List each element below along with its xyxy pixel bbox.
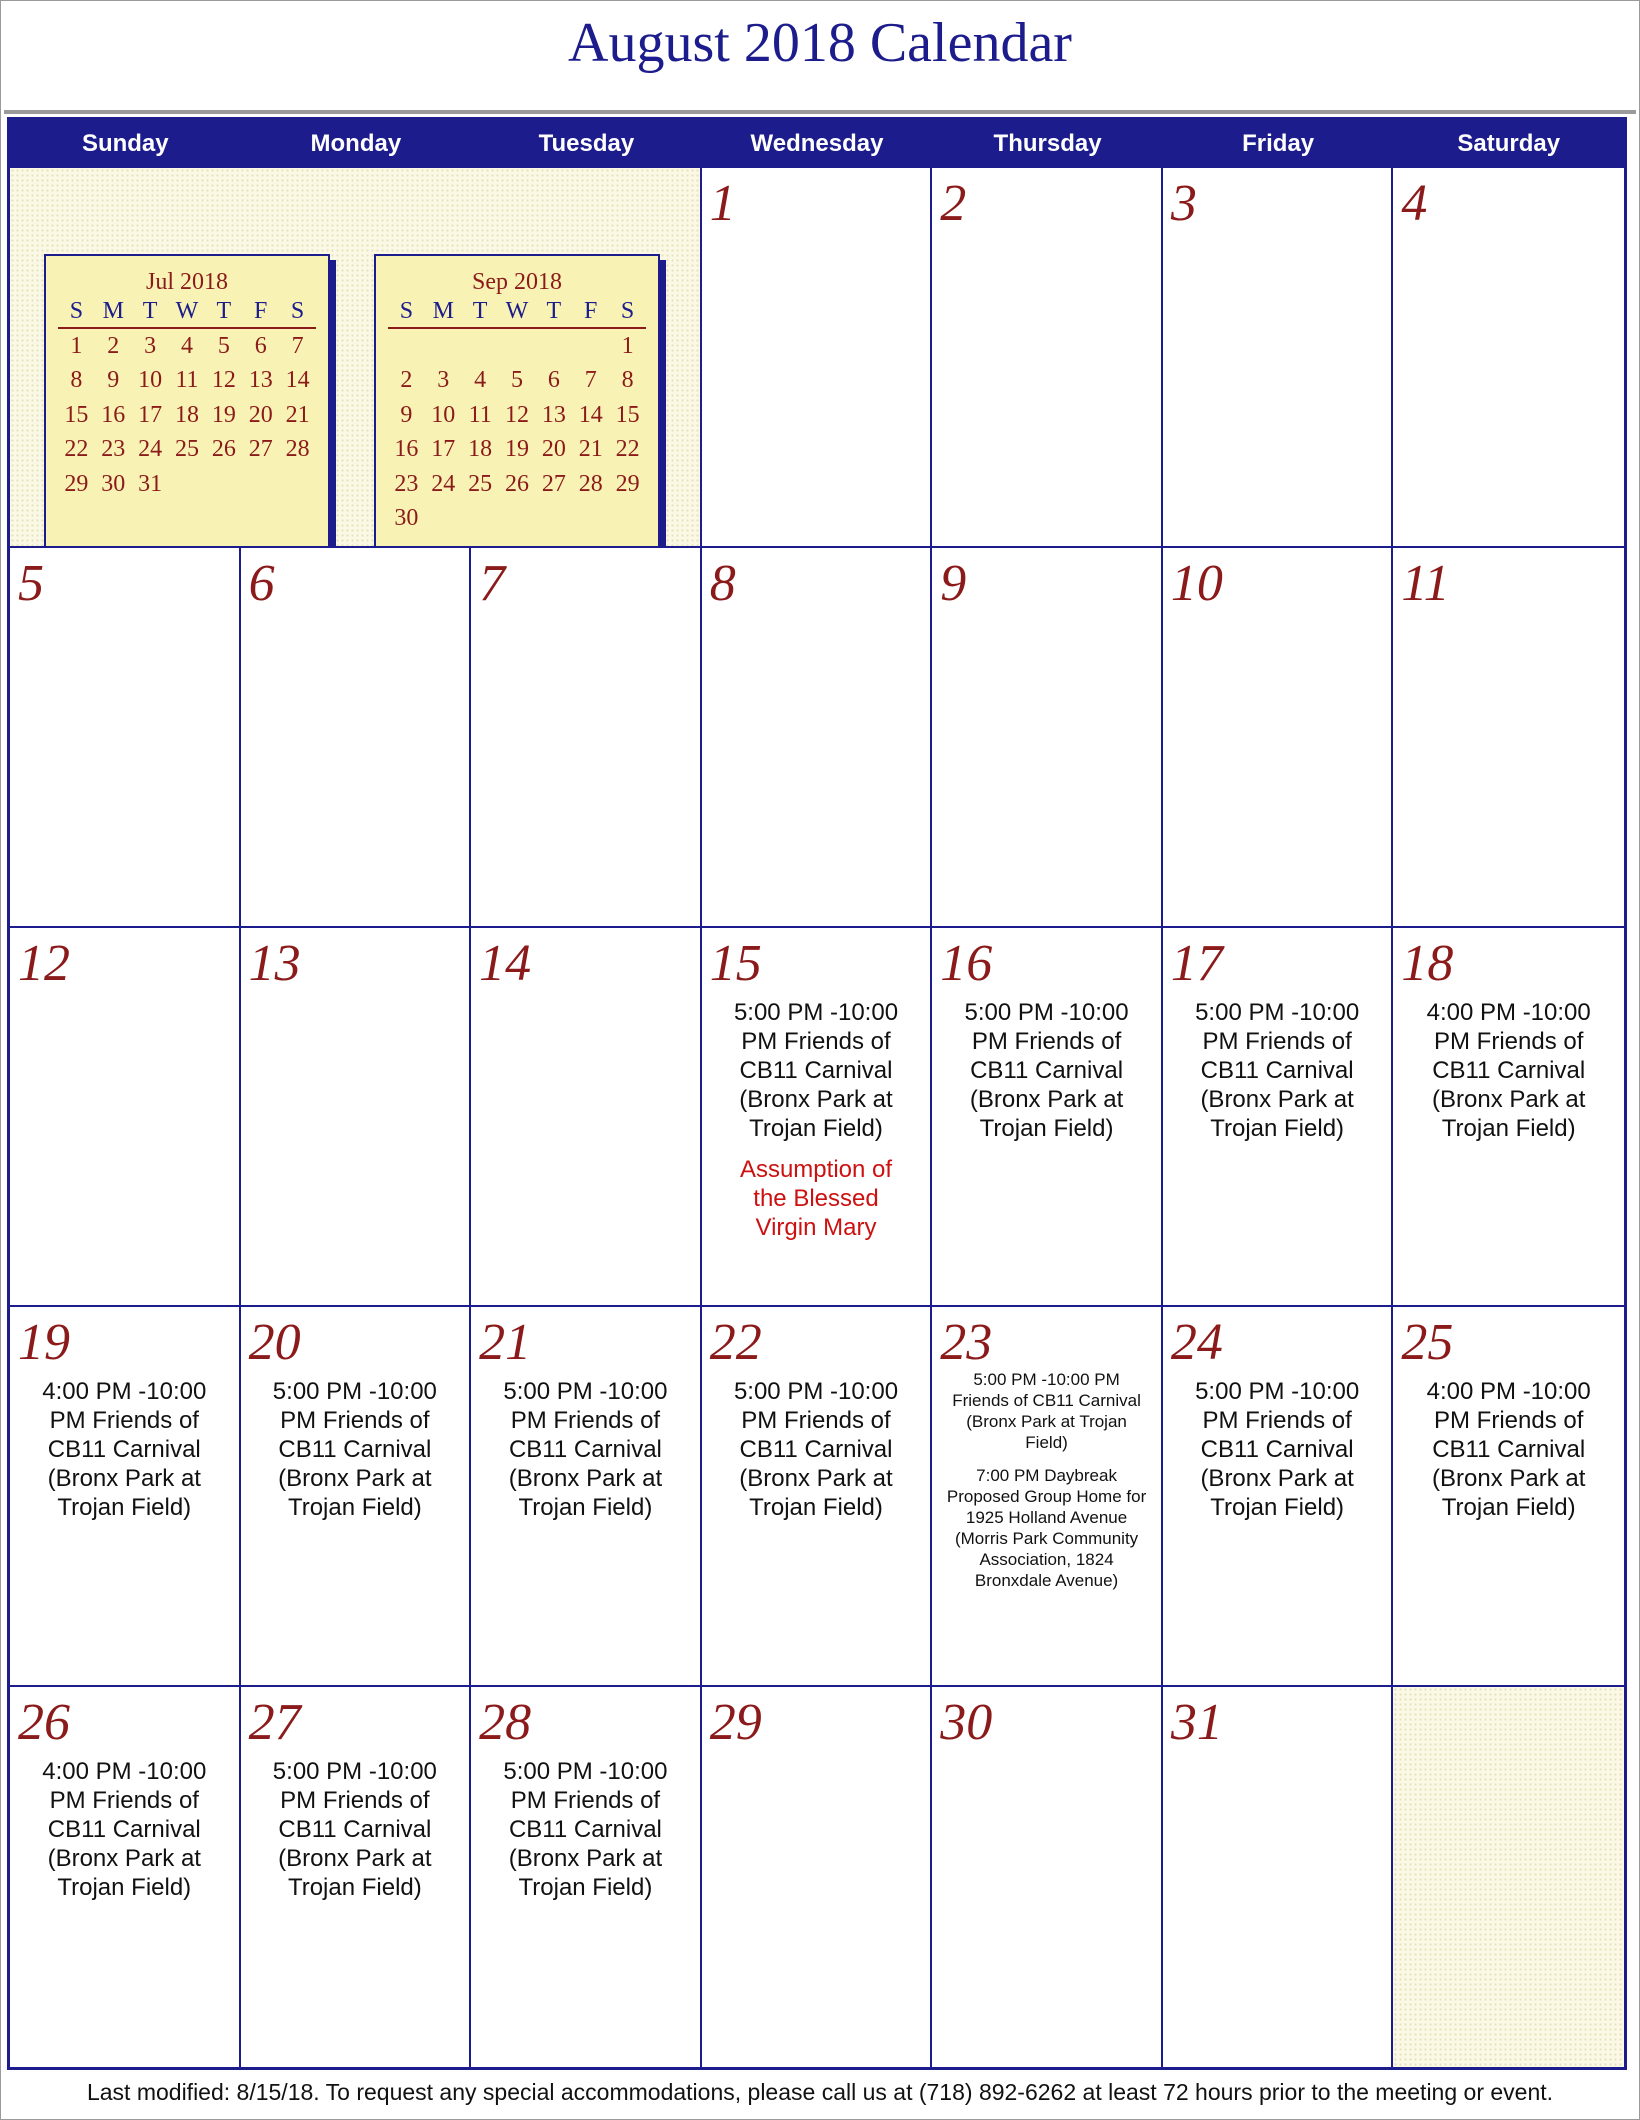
mini-calendar-day: 17 [138, 401, 163, 428]
mini-calendar-day: 14 [285, 367, 310, 394]
mini-calendar-day: 20 [541, 436, 566, 463]
day-cell[interactable] [10, 548, 241, 928]
event-item[interactable]: 4:00 PM -10:00 PM Friends of CB11 Carnival (Bronx Park at Trojan Field) [42, 1758, 207, 1902]
mini-calendar-day: 18 [174, 401, 199, 428]
mini-calendar-weekday-row [388, 298, 646, 329]
day-cell[interactable] [241, 1307, 472, 1687]
day-number: 17 [1170, 934, 1223, 992]
mini-calendar-day: 4 [474, 367, 487, 394]
mini-calendar-day: 25 [174, 436, 199, 463]
day-number: 8 [709, 554, 736, 612]
mini-calendar-day: 3 [437, 367, 450, 394]
day-number: 6 [248, 554, 275, 612]
mini-calendar-prev-month [44, 254, 330, 548]
day-cell[interactable] [932, 928, 1163, 1308]
mini-calendar-day: 10 [431, 401, 456, 428]
event-item[interactable]: 5:00 PM -10:00 PM Friends of CB11 Carnival (Bronx Park at Trojan Field) [733, 998, 899, 1142]
day-events [1167, 998, 1388, 1155]
mini-calendar-day: 6 [547, 367, 560, 394]
day-cell[interactable] [1163, 1307, 1394, 1687]
day-number: 14 [479, 934, 532, 992]
day-number: 16 [940, 934, 993, 992]
mini-calendar-day: 7 [291, 332, 304, 359]
day-number: 29 [709, 1694, 762, 1752]
month-calendar-grid [7, 117, 1627, 2070]
mini-weekday-label: S [69, 298, 84, 324]
day-cell[interactable] [1393, 928, 1624, 1308]
day-number: 10 [1170, 554, 1223, 612]
day-number: 15 [709, 934, 762, 992]
mini-weekday-label: S [620, 298, 635, 324]
mini-calendar-day: 19 [504, 436, 529, 463]
day-cell[interactable] [1393, 1307, 1624, 1687]
event-item[interactable]: 4:00 PM -10:00 PM Friends of CB11 Carnival (Bronx Park at Trojan Field) [1426, 1378, 1591, 1522]
mini-weekday-label: F [584, 298, 598, 324]
event-item[interactable]: 5:00 PM -10:00 PM Friends of CB11 Carnival (Bronx Park at Trojan Field) [952, 1370, 1141, 1453]
mini-calendar-day: 13 [248, 367, 273, 394]
mini-calendar-day: 19 [211, 401, 236, 428]
day-cell[interactable] [471, 928, 702, 1308]
mini-calendar-day: 15 [615, 401, 640, 428]
day-events [1397, 998, 1620, 1155]
mini-weekday-label: M [102, 298, 124, 324]
mini-weekday-label: T [472, 298, 488, 324]
mini-calendar-day: 17 [431, 436, 456, 463]
day-number: 27 [248, 1694, 301, 1752]
mini-calendar-day: 2 [400, 367, 413, 394]
day-events [1397, 1377, 1620, 1534]
weekday-header-tuesday: Tuesday [471, 120, 702, 168]
event-item[interactable]: 5:00 PM -10:00 PM Friends of CB11 Carnival (Bronx Park at Trojan Field) [964, 998, 1129, 1142]
mini-calendar-day: 30 [394, 505, 419, 532]
day-events [14, 1377, 235, 1534]
day-number: 13 [248, 934, 301, 992]
mini-calendar-day: 6 [254, 332, 267, 359]
mini-weekday-label: S [290, 298, 305, 324]
mini-calendar-day: 4 [180, 332, 193, 359]
weekday-header-monday: Monday [241, 120, 472, 168]
mini-calendar-day: 11 [175, 367, 199, 394]
mini-calendar-day: 30 [101, 470, 126, 497]
event-item[interactable]: 5:00 PM -10:00 PM Friends of CB11 Carnival (Bronx Park at Trojan Field) [272, 1378, 437, 1522]
day-cell[interactable] [932, 1307, 1163, 1687]
page-title: August 2018 Calendar [568, 12, 1072, 74]
day-cell[interactable] [1163, 1687, 1394, 2067]
mini-calendar-day: 26 [504, 470, 529, 497]
day-number: 26 [18, 1694, 70, 1752]
mini-calendar-weekday-row [58, 298, 316, 329]
mini-calendar-day: 2 [107, 332, 120, 359]
day-cell[interactable] [10, 1687, 241, 2067]
day-cell[interactable] [1393, 548, 1624, 928]
event-item[interactable]: 5:00 PM -10:00 PM Friends of CB11 Carnival (Bronx Park at Trojan Field) [1195, 1378, 1360, 1522]
day-number: 20 [248, 1314, 301, 1372]
mini-calendar-day: 23 [101, 436, 126, 463]
mini-calendar-day: 9 [107, 367, 120, 394]
day-events [475, 1757, 696, 1914]
mini-calendar-title: Sep 2018 [472, 269, 562, 295]
day-cell[interactable] [702, 928, 933, 1308]
day-cell[interactable] [241, 548, 472, 928]
weekday-header-friday: Friday [1163, 120, 1394, 168]
day-cell[interactable] [932, 168, 1163, 548]
day-events [936, 1369, 1157, 1603]
mini-calendar-day: 9 [400, 401, 413, 428]
mini-calendar-day: 8 [70, 367, 83, 394]
mini-calendar-day: 24 [431, 470, 456, 497]
mini-weekday-label: T [216, 298, 232, 324]
mini-calendar-day: 28 [578, 470, 603, 497]
day-events [245, 1757, 466, 1914]
day-cell[interactable] [471, 548, 702, 928]
day-number: 12 [18, 934, 70, 992]
mini-calendar-day: 16 [394, 436, 419, 463]
mini-calendar-day: 27 [248, 436, 273, 463]
day-cell[interactable] [1163, 548, 1394, 928]
day-cell[interactable] [702, 548, 933, 928]
mini-calendar-day: 27 [541, 470, 566, 497]
mini-weekday-label: T [142, 298, 158, 324]
day-cell[interactable] [702, 168, 933, 548]
day-number: 4 [1401, 175, 1428, 232]
mini-calendar-day: 22 [615, 436, 640, 463]
mini-calendar-day: 10 [138, 367, 163, 394]
mini-calendar-day: 5 [217, 332, 230, 359]
mini-calendar-day: 16 [101, 401, 126, 428]
mini-calendar-day: 3 [144, 332, 157, 359]
day-cell[interactable] [932, 1687, 1163, 2067]
day-number: 25 [1401, 1314, 1454, 1372]
weekday-header-saturday: Saturday [1393, 120, 1624, 168]
mini-calendar-day: 1 [70, 332, 83, 359]
day-cell[interactable] [1163, 168, 1394, 548]
day-cell[interactable] [932, 548, 1163, 928]
holiday-label[interactable]: Assumption of the Blessed Virgin Mary [739, 1155, 893, 1241]
day-cell[interactable] [471, 1307, 702, 1687]
event-item[interactable]: 4:00 PM -10:00 PM Friends of CB11 Carnival (Bronx Park at Trojan Field) [1426, 998, 1591, 1142]
mini-calendar-day: 31 [138, 470, 163, 497]
mini-weekday-label: S [399, 298, 414, 324]
mini-calendar-day: 21 [578, 436, 603, 463]
mini-calendar-day: 29 [615, 470, 640, 497]
day-events [475, 1377, 696, 1534]
mini-calendar-day: 5 [510, 367, 523, 394]
mini-calendars-panel [10, 168, 702, 548]
mini-calendar-title: Jul 2018 [145, 269, 228, 295]
mini-calendar-day: 7 [584, 367, 597, 394]
day-events [936, 998, 1157, 1155]
mini-calendar-day: 22 [64, 436, 89, 463]
mini-calendar-days [388, 329, 646, 536]
mini-weekday-label: T [546, 298, 562, 324]
mini-calendar-day: 23 [394, 470, 419, 497]
day-number: 11 [1401, 554, 1450, 612]
event-item[interactable]: 5:00 PM -10:00 PM Friends of CB11 Carnival (Bronx Park at Trojan Field) [503, 1378, 668, 1522]
mini-weekday-label: W [175, 298, 199, 324]
day-events [245, 1377, 466, 1534]
title-divider [4, 110, 1636, 114]
day-number: 3 [1170, 175, 1197, 232]
footer-note: Last modified: 8/15/18. To request any special accommodations, please call us at (718) 892-6262 at least 72 hours prior to the meeting or event. [86, 2079, 1554, 2105]
mini-calendar-day: 21 [285, 401, 310, 428]
event-item[interactable]: 5:00 PM -10:00 PM Friends of CB11 Carnival (Bronx Park at Trojan Field) [1195, 998, 1360, 1142]
day-events [14, 1757, 235, 1914]
day-number: 1 [709, 175, 736, 232]
day-cell[interactable] [471, 1687, 702, 2067]
day-number: 9 [940, 554, 967, 612]
day-events [1167, 1377, 1388, 1534]
mini-weekday-label: F [254, 298, 268, 324]
mini-calendar-days [58, 329, 316, 502]
mini-calendar-day: 28 [285, 436, 310, 463]
mini-calendar-day: 11 [468, 401, 492, 428]
day-number: 7 [479, 554, 506, 612]
mini-calendar-day: 26 [211, 436, 236, 463]
day-number: 22 [709, 1314, 762, 1372]
mini-calendar-day: 14 [578, 401, 603, 428]
day-number: 19 [18, 1314, 70, 1372]
day-number: 31 [1170, 1694, 1223, 1752]
mini-calendar-day: 12 [211, 367, 236, 394]
day-number: 21 [479, 1314, 532, 1372]
event-item[interactable]: 5:00 PM -10:00 PM Friends of CB11 Carnival (Bronx Park at Trojan Field) [503, 1758, 668, 1902]
mini-calendar-day: 8 [621, 367, 634, 394]
day-cell[interactable] [702, 1687, 933, 2067]
day-number: 2 [940, 175, 967, 232]
weekday-header-wednesday: Wednesday [702, 120, 933, 168]
day-number: 28 [479, 1694, 532, 1752]
mini-calendar-day: 29 [64, 470, 89, 497]
mini-calendar-day: 24 [138, 436, 163, 463]
day-number: 5 [18, 554, 44, 612]
event-item[interactable]: 5:00 PM -10:00 PM Friends of CB11 Carnival (Bronx Park at Trojan Field) [272, 1758, 437, 1902]
event-item[interactable]: 5:00 PM -10:00 PM Friends of CB11 Carnival (Bronx Park at Trojan Field) [733, 1378, 899, 1522]
day-cell[interactable] [702, 1307, 933, 1687]
day-events [706, 1377, 927, 1534]
day-number: 23 [940, 1314, 993, 1372]
weekday-header-sunday: Sunday [10, 120, 241, 168]
day-number: 24 [1170, 1314, 1223, 1372]
mini-calendar-day: 1 [621, 332, 634, 359]
day-cell[interactable] [241, 928, 472, 1308]
mini-weekday-label: M [432, 298, 454, 324]
mini-calendar-day: 13 [541, 401, 566, 428]
event-item[interactable]: 4:00 PM -10:00 PM Friends of CB11 Carnival (Bronx Park at Trojan Field) [42, 1378, 207, 1522]
mini-calendar-day: 12 [504, 401, 529, 428]
day-cell[interactable] [10, 1307, 241, 1687]
mini-calendar-day: 25 [468, 470, 493, 497]
day-number: 30 [940, 1694, 993, 1752]
day-cell[interactable] [1393, 168, 1624, 548]
mini-calendar-day: 15 [64, 401, 89, 428]
empty-day-cell [1393, 1687, 1624, 2067]
day-cell[interactable] [241, 1687, 472, 2067]
day-cell[interactable] [1163, 928, 1394, 1308]
day-events [706, 998, 927, 1254]
weekday-header-thursday: Thursday [932, 120, 1163, 168]
mini-calendar-day: 20 [248, 401, 273, 428]
mini-calendar-day: 18 [468, 436, 493, 463]
day-cell[interactable] [10, 928, 241, 1308]
event-item[interactable]: 7:00 PM Daybreak Proposed Group Home for 1925 Holland Avenue (Morris Park Community Association, 1824 Bronxdale Avenue) [946, 1466, 1147, 1591]
mini-calendar-next-month [374, 254, 660, 548]
mini-weekday-label: W [505, 298, 529, 324]
day-number: 18 [1401, 934, 1454, 992]
